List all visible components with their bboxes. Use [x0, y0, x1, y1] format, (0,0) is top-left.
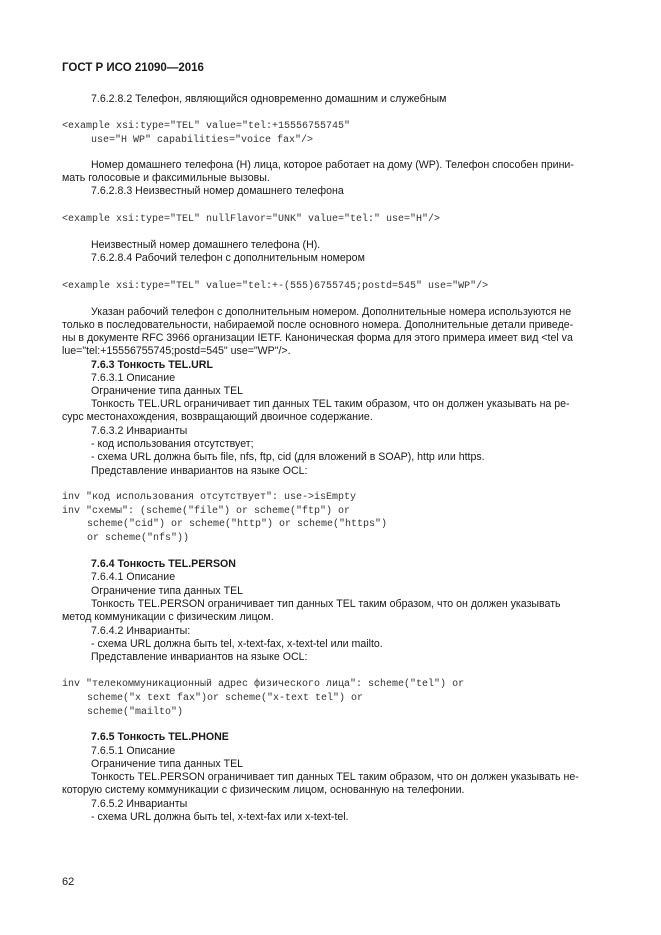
paragraph-line: только в последовательности, набираемой после основного номера. Дополнительные детали приведе- [62, 319, 574, 331]
code-line: inv "телекоммуникационный адрес физического лица": scheme("tel") or [62, 679, 465, 690]
subsection-heading: 7.6.5.1 Описание [91, 745, 176, 757]
section-heading-7-6-2-8-3: 7.6.2.8.3 Неизвестный номер домашнего телефона [91, 185, 344, 197]
paragraph-line: Тонкость TEL.PERSON ограничивает тип данных TEL таким образом, что он должен указывать [91, 598, 561, 610]
paragraph-line: Указан рабочий телефон с дополнительным номером. Дополнительные номера используются не [91, 306, 572, 318]
list-item: - схема URL должна быть tel, x-text-fax или x-text-tel. [91, 811, 349, 823]
subsection-heading: 7.6.3.1 Описание [91, 372, 176, 384]
paragraph-line: lue="tel:+15556755745;postd=545" use="WP"/>. [62, 345, 291, 357]
list-item: - код использования отсутствует; [91, 438, 254, 450]
code-line: <example xsi:type="TEL" value="tel:+-(555)6755745;postd=545" use="WP"/> [62, 281, 489, 292]
code-line: scheme("cid") or scheme("http") or scheme("https") [87, 519, 388, 530]
paragraph-line: Ограничение типа данных TEL [91, 758, 244, 770]
paragraph-line: Неизвестный номер домашнего телефона (H). [91, 239, 321, 251]
paragraph-line: Ограничение типа данных TEL [91, 585, 244, 597]
subsection-heading: 7.6.5.2 Инварианты [91, 798, 188, 810]
code-line: <example xsi:type="TEL" value="tel:+15556755745" [62, 121, 351, 132]
code-line: scheme("x text fax")or scheme("x-text tel") or [87, 693, 364, 704]
code-line: use="H WP" capabilities="voice fax"/> [91, 135, 314, 146]
paragraph-line: Ограничение типа данных TEL [91, 385, 244, 397]
section-heading-7-6-2-8-4: 7.6.2.8.4 Рабочий телефон с дополнительным номером [91, 252, 365, 264]
section-heading-7-6-3: 7.6.3 Тонкость TEL.URL [91, 359, 213, 371]
code-line: <example xsi:type="TEL" nullFlavor="UNK" value="tel:" use="H"/> [62, 214, 441, 225]
subsection-heading: 7.6.4.1 Описание [91, 571, 176, 583]
paragraph-line: Представление инвариантов на языке OCL: [91, 465, 308, 477]
subsection-heading: 7.6.3.2 Инварианты [91, 425, 188, 437]
section-heading-7-6-5: 7.6.5 Тонкость TEL.PHONE [91, 731, 229, 743]
section-heading-7-6-4: 7.6.4 Тонкость TEL.PERSON [91, 558, 236, 570]
document-header: ГОСТ Р ИСО 21090—2016 [62, 62, 204, 74]
paragraph-line: Представление инвариантов на языке OCL: [91, 651, 308, 663]
paragraph-line: которую систему коммуникации с физическим лицом, основанную на телефонии. [62, 784, 465, 796]
paragraph-line: сурс местонахождения, возвращающий двоичное содержание. [62, 411, 373, 423]
subsection-heading: 7.6.4.2 Инварианты: [91, 625, 191, 637]
paragraph-line: мать голосовые и факсимильные вызовы. [62, 172, 270, 184]
code-line: or scheme("nfs")) [87, 533, 190, 544]
paragraph-line: метод коммуникации с физическим лицом. [62, 611, 274, 623]
list-item: - схема URL должна быть tel, x-text-fax, x-text-tel или mailto. [91, 638, 383, 650]
list-item: - схема URL должна быть file, nfs, ftp, cid (для вложений в SOAP), http или https. [91, 451, 485, 463]
section-heading-7-6-2-8-2: 7.6.2.8.2 Телефон, являющийся одновременно домашним и служебным [91, 93, 447, 105]
paragraph-line: ны в документе RFC 3966 организации IETF. Каноническая форма для этого примера имеет вид <tel va [62, 332, 573, 344]
code-line: scheme("mailto") [87, 707, 184, 718]
code-line: inv "код использования отсутствует": use->isEmpty [62, 492, 357, 503]
paragraph-line: Тонкость TEL.URL ограничивает тип данных TEL таким образом, что он должен указывать на ре- [91, 398, 570, 410]
page-number: 62 [62, 876, 75, 888]
code-line: inv "схемы": (scheme("file") or scheme("ftp") or [62, 506, 351, 517]
paragraph-line: Тонкость TEL.PERSON ограничивает тип данных TEL таким образом, что он должен указывать не- [91, 771, 579, 783]
paragraph-line: Номер домашнего телефона (H) лица, которое работает на дому (WP). Телефон способен прини- [91, 159, 574, 171]
